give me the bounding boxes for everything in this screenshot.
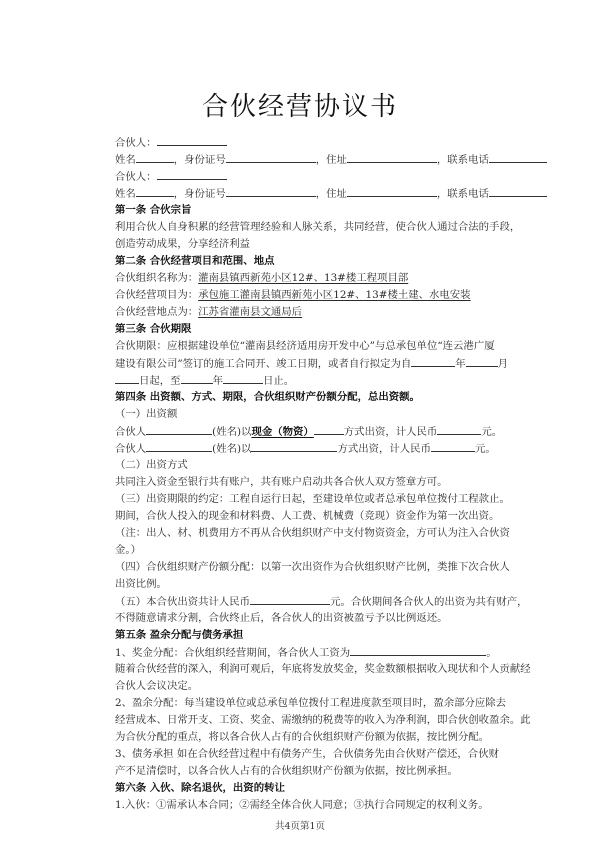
- contribution-heading: （一）出资额: [115, 408, 178, 420]
- year-label: 年: [455, 358, 466, 370]
- method-blank[interactable]: [314, 424, 344, 435]
- term-text-2-lead: 建设有限公司”签订的施工合同开、竣工日期，或者自行拟定为自: [115, 358, 412, 370]
- salary-blank[interactable]: [350, 645, 486, 656]
- bonus-period: 。: [486, 647, 497, 659]
- end-year-blank[interactable]: [181, 373, 213, 384]
- partner-1-blank[interactable]: [157, 135, 227, 146]
- joining-text: 1.入伙：①需承认本合同；②需经全体合伙人同意；③执行合同规定的权利义务。: [115, 799, 489, 811]
- location-label: 合伙经营地点为：: [115, 306, 199, 318]
- phone-blank[interactable]: [489, 186, 547, 197]
- share-text-2: 出资比例。: [115, 578, 167, 590]
- address-blank[interactable]: [347, 186, 437, 197]
- until-label: 日起，至: [139, 375, 181, 387]
- phone-label: ，联系电话: [436, 188, 489, 200]
- article-1-text-1: 利用合伙人自身积累的经营管理经验和人脉关系，共同经营，使合伙人通过合法的手段，: [115, 221, 521, 233]
- project-line: [115, 288, 471, 302]
- amount-1-blank[interactable]: [437, 424, 481, 435]
- method-text: 共同注入资金至银行共有账户，共有账户启动共各合伙人双方签章方可。: [115, 476, 448, 488]
- total-text-1: [115, 594, 528, 609]
- org-name-line: [115, 271, 408, 285]
- year-label: 年: [212, 375, 223, 387]
- bonus-text-1: [115, 645, 497, 660]
- partner-2-blank[interactable]: [157, 169, 227, 180]
- address-label: ，住址: [315, 154, 347, 166]
- term-text-3: [115, 373, 294, 388]
- location-line: [115, 305, 302, 319]
- name-blank[interactable]: [136, 152, 174, 163]
- address-label: ，住址: [315, 188, 347, 200]
- end-label: 日止。: [262, 375, 295, 387]
- yuan-label: 元。: [474, 443, 496, 455]
- id-blank[interactable]: [226, 152, 316, 163]
- phone-blank[interactable]: [489, 152, 547, 163]
- start-month-blank[interactable]: [466, 356, 498, 367]
- note-text-1: （注：出人、材、机费用方不再从合伙组织财产中支付物资资金，方可认为注入合伙资: [115, 527, 510, 539]
- surplus-text-1: 2、盈余分配：每当建设单位或总承包单位拨付工程进度款至项目时，盈余部分应除去: [115, 697, 507, 709]
- article-2-heading: 第二条 合伙经营项目和范围、地点: [115, 255, 275, 267]
- month-label: 月: [497, 358, 509, 370]
- org-name-value: 灌南县镇西新苑小区12#、13#楼工程项目部: [198, 272, 409, 284]
- total-text-2: 不得随意请求分割，合伙终止后，各合伙人的出资被盈亏予以比例返还。: [115, 612, 448, 624]
- name-by: (姓名)以: [212, 443, 252, 455]
- document-title: 合伙经营协议书: [201, 92, 398, 122]
- article-3-heading: 第三条 合伙期限: [115, 323, 192, 335]
- debt-text-1: 3、债务承担 如在合伙经营过程中有债务产生，合伙债务先由合伙财产偿还，合伙财: [115, 748, 499, 760]
- project-label: 合伙经营项目为：: [115, 289, 199, 301]
- org-name-label: 合伙组织名称为：: [115, 272, 199, 284]
- article-4-heading: 第四条 出资额、方式、期限，合伙组织财产份额分配，总出资额。: [115, 391, 420, 403]
- period-text-1: （三）出资期限的约定：工程自运行日起，至建设单位或者总承包单位拨付工程款止。: [115, 493, 510, 505]
- phone-label: ，联系电话: [436, 154, 489, 166]
- partner-word: 合伙人: [115, 443, 147, 455]
- bonus-text-3: 合伙人会议决定。: [115, 680, 199, 692]
- name-by: (姓名)以: [212, 426, 252, 438]
- surplus-text-2: 经营成本、日常开支、工资、奖金、需缴纳的税费等的收入为净利润，即合伙创收盈余。此: [115, 714, 531, 726]
- address-blank[interactable]: [347, 152, 437, 163]
- partner-1-line: [115, 135, 227, 150]
- location-value: 江苏省灌南县文通局后: [198, 306, 303, 318]
- method-label: 方式出资，计人民币: [343, 426, 438, 438]
- article-1-heading: 第一条 合伙宗旨: [115, 204, 192, 216]
- period-text-2: 期间，合伙人投入的现金和材料费、人工费、机械费（竞现）资金作为第一次出资。: [115, 510, 500, 522]
- partner-word: 合伙人: [115, 426, 147, 438]
- method-2-blank[interactable]: [251, 441, 337, 452]
- page-footer: 共4页第1页: [274, 821, 326, 832]
- contributor-1-blank[interactable]: [146, 424, 212, 435]
- cash-material: 现金（物资）: [251, 426, 314, 438]
- term-text-2: [115, 356, 508, 371]
- end-date-blank[interactable]: [223, 373, 263, 384]
- surplus-text-3: 为合伙分配的重点，将以各合伙人占有的合伙组织财产份额为依据，按比例分配。: [115, 731, 490, 743]
- name-blank[interactable]: [136, 186, 174, 197]
- debt-text-2: 产不足清偿时，以各合伙人占有的合伙组织财产份额为依据，按比例承担。: [115, 765, 458, 777]
- partner-2-info: [115, 186, 547, 201]
- start-year-blank[interactable]: [411, 356, 455, 367]
- id-blank[interactable]: [226, 186, 316, 197]
- term-text-1: 合伙期限：应根据建设单位“灌南县经济适用房开发中心”与总承包单位“连云港广厦: [115, 340, 495, 352]
- start-day-blank[interactable]: [115, 373, 139, 384]
- contributor-2-blank[interactable]: [146, 441, 212, 452]
- article-1-text-2: 创造劳动成果，分享经济利益: [115, 238, 251, 250]
- method-heading: （二）出资方式: [115, 459, 188, 471]
- partner-2-line: [115, 169, 227, 184]
- yuan-label: 元。: [481, 426, 503, 438]
- project-value: 承包施工灌南县镇西新苑小区12#、13#楼土建、水电安装: [198, 289, 471, 301]
- share-text-1: （四）合伙组织财产份额分配：以第一次出资作为合伙组织财产比例，类推下次合伙人: [115, 561, 510, 573]
- contribution-line-1: [115, 424, 502, 439]
- total-amount-blank[interactable]: [250, 594, 330, 605]
- partner-label: 合伙人：: [115, 171, 157, 183]
- id-label: ，身份证号: [173, 188, 226, 200]
- article-5-heading: 第五条 盈余分配与债务承担: [115, 629, 244, 641]
- amount-2-blank[interactable]: [431, 441, 475, 452]
- method-label: 方式出资，计人民币: [337, 443, 431, 455]
- bonus-lead: 1、奖金分配：合伙组织经营期间，各合伙人工资为: [115, 647, 351, 659]
- name-label: 姓名: [115, 188, 136, 200]
- name-label: 姓名: [115, 154, 136, 166]
- id-label: ，身份证号: [173, 154, 226, 166]
- total-lead: （五）本合伙出资共计人民币: [115, 596, 251, 608]
- article-6-heading: 第六条 入伙、除名退伙，出资的转让: [115, 782, 285, 794]
- note-text-2: 金。）: [115, 544, 141, 556]
- bonus-text-2: 随着合伙经营的深入，利润可观后，年底将发放奖金，奖金数额根据收入现状和个人贡献经: [115, 663, 531, 675]
- total-tail: 元。合伙期间各合伙人的出资为共有财产，: [330, 596, 528, 608]
- partner-label: 合伙人：: [115, 137, 157, 149]
- partner-1-info: [115, 152, 547, 167]
- contribution-line-2: [115, 441, 496, 456]
